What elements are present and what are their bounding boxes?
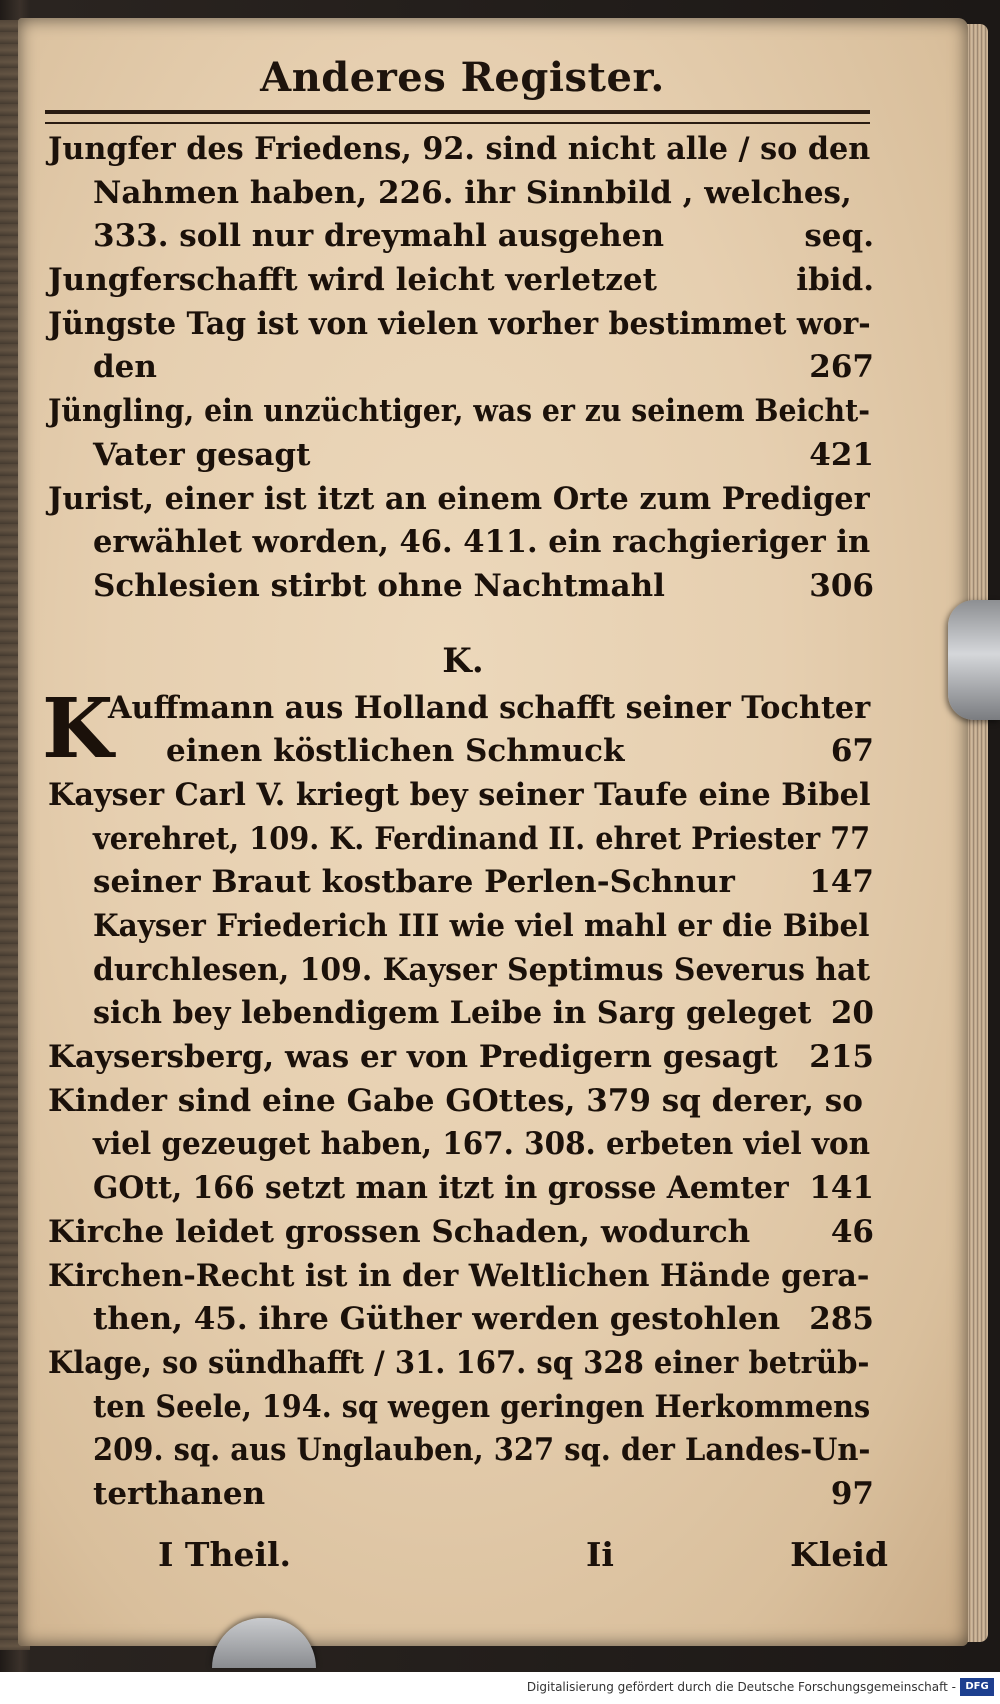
entry-line: Jüngling, ein unzüchtiger, was er zu seinem Beicht- (48, 393, 870, 430)
entry-line: Jurist, einer ist itzt an einem Orte zum Prediger (48, 480, 870, 517)
entry-line: Kayser Carl V. kriegt bey seiner Taufe eine Bibel (48, 776, 871, 813)
part-label: I Theil. (158, 1535, 292, 1574)
entry-line: Klage, so sündhafft / 31. 167. sq 328 einer betrüb- (48, 1344, 870, 1381)
entry-line: viel gezeuget haben, 167. 308. erbeten viel von (93, 1126, 870, 1163)
page-ref: ibid. (796, 262, 874, 299)
entry-line: Nahmen haben, 226. ihr Sinnbild , welches, (93, 174, 852, 211)
entry-line: Jungfer des Friedens, 92. sind nicht alle / so den (48, 131, 871, 167)
entry-line: Jüngste Tag ist von vielen vorher bestimmet wor- (48, 305, 871, 342)
entry-line: verehret, 109. K. Ferdinand II. ehret Priester 77 (93, 820, 871, 857)
entry-line: Kinder sind eine Gabe GOttes, 379 sq derer, so (48, 1082, 863, 1119)
page-ref: 141 (809, 1170, 874, 1207)
page-ref: 147 (809, 864, 874, 901)
book-clip-right (948, 600, 1000, 720)
entry-line: 209. sq. aus Unglauben, 327 sq. der Landes-Un- (93, 1432, 871, 1469)
page-header: Anderes Register. (260, 54, 665, 101)
entry-line: erwählet worden, 46. 411. ein rachgieriger in (93, 524, 871, 561)
entry-line: Schlesien stirbt ohne Nachtmahl 306 (48, 565, 878, 609)
header-rule (45, 110, 870, 124)
entry-line: Kayser Friederich III wie viel mahl er die Bibel (93, 908, 870, 944)
entry-line: einen köstlichen Schmuck 67 (48, 730, 878, 774)
page-ref: 306 (809, 567, 874, 604)
catchword: Kleid (790, 1535, 888, 1574)
credit-text: Digitalisierung gefördert durch die Deutsche Forschungsgemeinschaft - (526, 1680, 956, 1694)
register-entries (42, 128, 878, 1517)
page-ref: 285 (809, 1301, 874, 1338)
entry-line: seiner Braut kostbare Perlen-Schnur 147 (48, 861, 878, 905)
page-footer (48, 1535, 888, 1585)
signature-mark: Ii (586, 1535, 614, 1574)
page-ref: 267 (809, 349, 874, 386)
entry-line: ten Seele, 194. sq wegen geringen Herkommens (93, 1388, 871, 1425)
page-ref: 67 (830, 733, 874, 770)
page-ref: 215 (809, 1039, 874, 1076)
entry-line: 333. soll nur dreymahl ausgehen seq. (48, 215, 878, 259)
entry-line: Kaysersberg, was er von Predigern gesagt 215 (48, 1036, 878, 1080)
entry-line: Kirchen-Recht ist in der Weltlichen Hände gera- (48, 1257, 870, 1294)
entry-line: durchlesen, 109. Kayser Septimus Severus hat (93, 951, 871, 988)
dfg-logo: DFG (960, 1678, 994, 1696)
page-ref: 97 (830, 1475, 874, 1512)
entry-line: Jungferschafft wird leicht verletzet ibid. (48, 259, 878, 303)
drop-capital: K (42, 680, 114, 777)
page-ref: seq. (804, 218, 874, 255)
entry-line: Auffmann aus Holland schafft seiner Tochter (108, 689, 871, 726)
entry-line: then, 45. ihre Güther werden gestohlen 285 (48, 1298, 878, 1342)
entry-line: den 267 (48, 346, 878, 390)
page-ref: 20 (830, 995, 874, 1032)
entry-line: GOtt, 166 setzt man itzt in grosse Aemter 141 (48, 1167, 878, 1211)
entry-line: Vater gesagt 421 (48, 434, 878, 478)
page-ref: 46 (830, 1213, 874, 1250)
section-letter: K. (442, 640, 484, 681)
credit-bar (0, 1672, 1000, 1704)
page-ref: 421 (809, 436, 874, 473)
entry-line: terthanen 97 (48, 1473, 878, 1517)
entry-line: Kirche leidet grossen Schaden, wodurch 46 (48, 1211, 878, 1255)
dropcap-block (42, 680, 878, 777)
entry-line: sich bey lebendigem Leibe in Sarg geleget 20 (48, 992, 878, 1036)
